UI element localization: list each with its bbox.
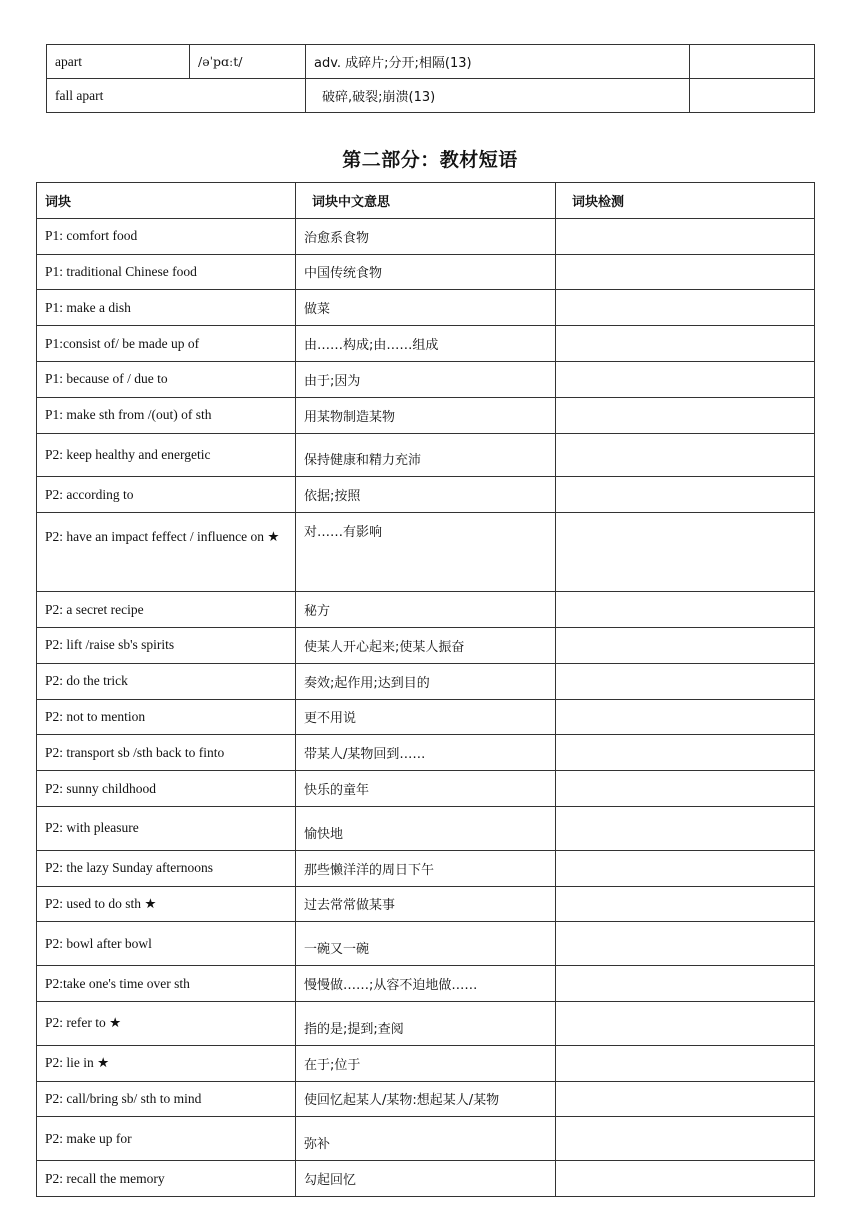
table-row: [37, 771, 815, 807]
phrase-zh-cell: 更不用说: [296, 699, 556, 735]
phrase-zh-cell: 慢慢做……;从容不迫地做……: [296, 966, 556, 1002]
table-row: [37, 1081, 815, 1117]
table-row: [37, 850, 815, 886]
phrase-check-cell[interactable]: [556, 699, 815, 735]
phrase-zh-cell: 中国传统食物: [296, 254, 556, 290]
phrase-table: [36, 182, 815, 1197]
phrase-en-cell: P2: according to: [37, 477, 296, 513]
phrase-check-cell[interactable]: [556, 326, 815, 362]
table-row: [37, 1045, 815, 1081]
phrase-en-cell: P2: used to do sth ★: [37, 886, 296, 922]
phrase-check-cell[interactable]: [556, 1045, 815, 1081]
phrase-zh-cell: 使回忆起某人/某物:想起某人/某物: [296, 1081, 556, 1117]
phrase-check-cell[interactable]: [556, 397, 815, 433]
phrase-en-cell: P2: call/bring sb/ sth to mind: [37, 1081, 296, 1117]
phrase-en-cell: P2: not to mention: [37, 699, 296, 735]
phrase-zh-cell: 过去常常做某事: [296, 886, 556, 922]
phrase-en-cell: P1: make sth from /(out) of sth: [37, 397, 296, 433]
phrase-en-cell: P2: refer to ★: [37, 1001, 296, 1045]
vocab-row-apart: [47, 45, 815, 79]
table-row: [37, 290, 815, 326]
phrase-zh-cell: 依据;按照: [296, 477, 556, 513]
meaning-cell: adv. 成碎片;分开;相隔(13): [306, 45, 690, 79]
phrase-zh-cell: 愉快地: [296, 806, 556, 850]
phrase-check-cell[interactable]: [556, 1081, 815, 1117]
phrase-zh-cell: 保持健康和精力充沛: [296, 433, 556, 477]
phrase-check-cell[interactable]: [556, 477, 815, 513]
table-row: [37, 663, 815, 699]
phrase-check-cell[interactable]: [556, 218, 815, 254]
phrase-check-cell[interactable]: [556, 922, 815, 966]
table-row: [37, 627, 815, 663]
table-row: [37, 1001, 815, 1045]
phrase-check-cell[interactable]: [556, 966, 815, 1002]
phrase-check-cell[interactable]: [556, 627, 815, 663]
table-row: [37, 477, 815, 513]
table-row: [37, 1161, 815, 1197]
phrase-zh-cell: 那些懒洋洋的周日下午: [296, 850, 556, 886]
phrase-en-cell: P2: have an impact feffect / influence on ★: [37, 513, 296, 592]
phrase-check-cell[interactable]: [556, 254, 815, 290]
phrase-en-cell: P1: make a dish: [37, 290, 296, 326]
phrase-check-cell[interactable]: [556, 592, 815, 628]
table-row: [37, 254, 815, 290]
phrase-zh-cell: 由于;因为: [296, 361, 556, 397]
phrase-zh-cell: 秘方: [296, 592, 556, 628]
vocabulary-table: [46, 44, 815, 113]
phrase-zh-cell: 快乐的童年: [296, 771, 556, 807]
table-row: [37, 806, 815, 850]
section-title: 第二部分：教材短语: [342, 149, 518, 171]
table-row: [37, 966, 815, 1002]
phrase-en-cell: P1:consist of/ be made up of: [37, 326, 296, 362]
phrase-en-cell: P2: a secret recipe: [37, 592, 296, 628]
phonetic-cell: /əˈpɑːt/: [190, 45, 306, 79]
table-row: [37, 513, 815, 592]
phrase-en-cell: P2: bowl after bowl: [37, 922, 296, 966]
phrase-check-cell[interactable]: [556, 1001, 815, 1045]
table-row: [37, 1117, 815, 1161]
phrase-cell: fall apart: [47, 79, 306, 113]
meaning-cell: 破碎,破裂;崩溃(13): [306, 79, 690, 113]
phrase-en-cell: P2: keep healthy and energetic: [37, 433, 296, 477]
table-row: [37, 699, 815, 735]
phrase-en-cell: P1: traditional Chinese food: [37, 254, 296, 290]
table-row: [37, 592, 815, 628]
phrase-check-cell[interactable]: [556, 886, 815, 922]
phrase-zh-cell: 勾起回忆: [296, 1161, 556, 1197]
word-cell: apart: [47, 45, 190, 79]
table-row: [37, 326, 815, 362]
vocab-row-fall-apart: [47, 79, 815, 113]
phrase-check-cell[interactable]: [556, 806, 815, 850]
phrase-en-cell: P2: make up for: [37, 1117, 296, 1161]
phrase-check-cell[interactable]: [556, 663, 815, 699]
table-row: [37, 886, 815, 922]
phrase-en-cell: P2: lie in ★: [37, 1045, 296, 1081]
phrase-check-cell[interactable]: [556, 771, 815, 807]
header-phrase: 词块: [37, 183, 296, 219]
phrase-check-cell[interactable]: [556, 513, 815, 592]
phrase-en-cell: P2: recall the memory: [37, 1161, 296, 1197]
header-meaning: 词块中文意思: [296, 183, 556, 219]
phrase-zh-cell: 对……有影响: [296, 513, 556, 592]
phrase-zh-cell: 一碗又一碗: [296, 922, 556, 966]
table-row: [37, 433, 815, 477]
phrase-en-cell: P2: do the trick: [37, 663, 296, 699]
phrase-check-cell[interactable]: [556, 290, 815, 326]
phrase-en-cell: P2: transport sb /sth back to finto: [37, 735, 296, 771]
phrase-en-cell: P2:take one's time over sth: [37, 966, 296, 1002]
phrase-zh-cell: 指的是;提到;查阅: [296, 1001, 556, 1045]
check-cell[interactable]: [690, 45, 815, 79]
phrase-zh-cell: 带某人/某物回到……: [296, 735, 556, 771]
phrase-zh-cell: 奏效;起作用;达到目的: [296, 663, 556, 699]
phrase-check-cell[interactable]: [556, 361, 815, 397]
phrase-en-cell: P2: with pleasure: [37, 806, 296, 850]
table-row: [37, 361, 815, 397]
phrase-check-cell[interactable]: [556, 850, 815, 886]
phrase-en-cell: P1: comfort food: [37, 218, 296, 254]
table-row: [37, 735, 815, 771]
table-header-row: [37, 183, 815, 219]
phrase-check-cell[interactable]: [556, 735, 815, 771]
phrase-check-cell[interactable]: [556, 433, 815, 477]
check-cell[interactable]: [690, 79, 815, 113]
phrase-en-cell: P2: the lazy Sunday afternoons: [37, 850, 296, 886]
phrase-check-cell[interactable]: [556, 1161, 815, 1197]
phrase-zh-cell: 治愈系食物: [296, 218, 556, 254]
table-row: [37, 922, 815, 966]
phrase-zh-cell: 弥补: [296, 1117, 556, 1161]
phrase-zh-cell: 由……构成;由……组成: [296, 326, 556, 362]
phrase-zh-cell: 用某物制造某物: [296, 397, 556, 433]
phrase-en-cell: P2: lift /raise sb's spirits: [37, 627, 296, 663]
table-row: [37, 218, 815, 254]
phrase-en-cell: P2: sunny childhood: [37, 771, 296, 807]
phrase-check-cell[interactable]: [556, 1117, 815, 1161]
header-check: 词块检测: [556, 183, 815, 219]
phrase-zh-cell: 使某人开心起来;使某人振奋: [296, 627, 556, 663]
table-row: [37, 397, 815, 433]
phrase-zh-cell: 在于;位于: [296, 1045, 556, 1081]
phrase-en-cell: P1: because of / due to: [37, 361, 296, 397]
phrase-zh-cell: 做菜: [296, 290, 556, 326]
